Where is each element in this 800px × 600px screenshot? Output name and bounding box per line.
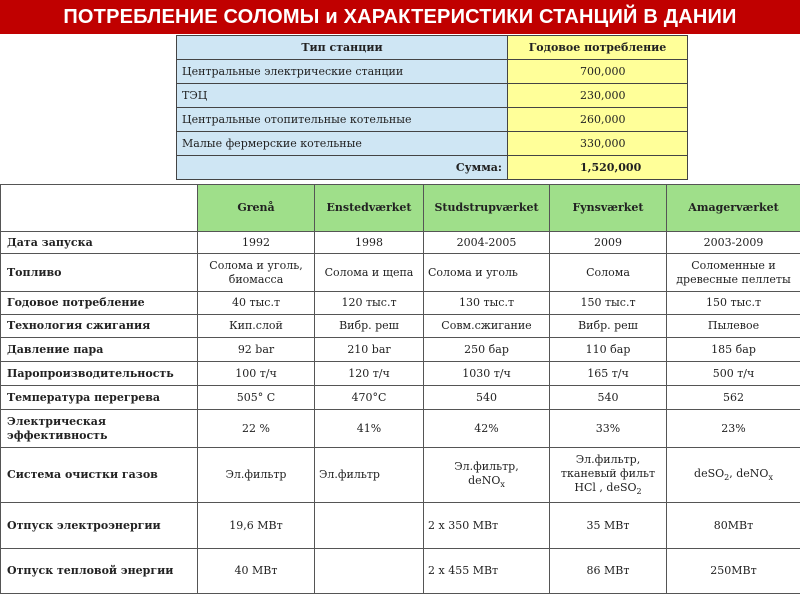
stations-header-row [1, 185, 800, 232]
cell: Солома и щепа [315, 254, 424, 292]
cell: 92 bar [198, 338, 315, 362]
annual-value-cell: 330,000 [508, 132, 688, 156]
corner-cell [1, 185, 198, 232]
cell: 1992 [198, 232, 315, 254]
row-label: Температура перегрева [1, 386, 198, 410]
cell: 2 x 350 МВт [424, 503, 550, 549]
cell: 1998 [315, 232, 424, 254]
table-row [1, 503, 800, 549]
cell: Солома [550, 254, 667, 292]
cell [424, 448, 550, 503]
cell: Вибр. реш [315, 315, 424, 338]
row-label: Дата запуска [1, 232, 198, 254]
table-row [1, 362, 800, 386]
table-row [1, 386, 800, 410]
cell: 86 МВт [550, 549, 667, 594]
cell-line: тканевый фильт [560, 466, 656, 480]
cell: 23% [667, 410, 800, 448]
cell: 2 x 455 МВт [424, 549, 550, 594]
cell: 2009 [550, 232, 667, 254]
station-name: Studstrupværket [424, 185, 550, 232]
consumption-table [176, 35, 688, 180]
cell: Эл.фильтр [315, 448, 424, 503]
cell [315, 503, 424, 549]
cell: 150 тыс.т [550, 292, 667, 315]
annual-value-cell: 260,000 [508, 108, 688, 132]
cell: 22 % [198, 410, 315, 448]
cell-line: Эл.фильтр, [575, 453, 641, 467]
cell: 185 бар [667, 338, 800, 362]
cell: 540 [424, 386, 550, 410]
cell: Солома и уголь, биомасса [198, 254, 315, 292]
cell: 210 bar [315, 338, 424, 362]
table-row [1, 410, 800, 448]
cell: 42% [424, 410, 550, 448]
cell: Вибр. реш [550, 315, 667, 338]
table-row [177, 60, 688, 84]
table-row [1, 315, 800, 338]
station-name: Amagerværket [667, 185, 800, 232]
cell: 110 бар [550, 338, 667, 362]
cell-line: , deNO [729, 466, 769, 480]
annual-value-cell: 230,000 [508, 84, 688, 108]
cell: Пылевое [667, 315, 800, 338]
table-row [177, 108, 688, 132]
cell: 1030 т/ч [424, 362, 550, 386]
cell: 41% [315, 410, 424, 448]
table-row [1, 549, 800, 594]
cell: Солома и уголь [424, 254, 550, 292]
table-row [177, 132, 688, 156]
cell: 130 тыс.т [424, 292, 550, 315]
cell [550, 448, 667, 503]
cell: 505° С [198, 386, 315, 410]
subscript: x [500, 479, 505, 489]
cell: 19,6 МВт [198, 503, 315, 549]
table-row [1, 292, 800, 315]
subscript: 2 [636, 486, 642, 496]
row-label: Топливо [1, 254, 198, 292]
row-label: Годовое потребление [1, 292, 198, 315]
cell: 40 тыс.т [198, 292, 315, 315]
cell: 100 т/ч [198, 362, 315, 386]
sum-label: Сумма: [177, 156, 508, 180]
subscript: x [768, 473, 773, 483]
cell: 250 бар [424, 338, 550, 362]
cell: Совм.сжигание [424, 315, 550, 338]
table-row [1, 448, 800, 503]
row-label: Отпуск электроэнергии [1, 503, 198, 549]
row-label: Система очистки газов [1, 448, 198, 503]
table-row [177, 84, 688, 108]
cell: 2004-2005 [424, 232, 550, 254]
sum-value: 1,520,000 [508, 156, 688, 180]
cell: 33% [550, 410, 667, 448]
page-title: ПОТРЕБЛЕНИЕ СОЛОМЫ и ХАРАКТЕРИСТИКИ СТАНЦИЙ В ДАНИИ [0, 0, 800, 34]
cell: 40 МВт [198, 549, 315, 594]
table-header-row [177, 36, 688, 60]
annual-value-cell: 700,000 [508, 60, 688, 84]
cell: 470°С [315, 386, 424, 410]
subscript: 2 [724, 473, 730, 483]
cell: 120 т/ч [315, 362, 424, 386]
row-label: Отпуск тепловой энергии [1, 549, 198, 594]
cell: Кип.слой [198, 315, 315, 338]
cell: 35 МВт [550, 503, 667, 549]
cell: 562 [667, 386, 800, 410]
station-name: Enstedværket [315, 185, 424, 232]
row-label: Давление пара [1, 338, 198, 362]
station-type-cell: Центральные отопительные котельные [177, 108, 508, 132]
table-row [1, 232, 800, 254]
stations-table [0, 184, 800, 594]
station-type-cell: Центральные электрические станции [177, 60, 508, 84]
station-type-cell: Малые фермерские котельные [177, 132, 508, 156]
cell: 250МВт [667, 549, 800, 594]
row-label: Электрическая эффективность [1, 410, 198, 448]
header-station-type: Тип станции [177, 36, 508, 60]
cell [315, 549, 424, 594]
station-name: Grenå [198, 185, 315, 232]
cell: 540 [550, 386, 667, 410]
table-row [1, 338, 800, 362]
cell-line: deNO [468, 473, 501, 487]
cell: Соломенные и древесные пеллеты [667, 254, 800, 292]
cell: 500 т/ч [667, 362, 800, 386]
cell: 165 т/ч [550, 362, 667, 386]
cell: 120 тыс.т [315, 292, 424, 315]
row-label: Технология сжигания [1, 315, 198, 338]
cell [667, 448, 800, 503]
cell-line: Эл.фильтр, [454, 460, 519, 474]
sum-row [177, 156, 688, 180]
cell: 2003-2009 [667, 232, 800, 254]
cell-line: deSO [694, 466, 725, 480]
station-type-cell: ТЭЦ [177, 84, 508, 108]
cell: Эл.фильтр [198, 448, 315, 503]
table-row [1, 254, 800, 292]
cell-line: HCl , deSO [574, 480, 637, 494]
cell: 80МВт [667, 503, 800, 549]
header-annual-consumption: Годовое потребление [508, 36, 688, 60]
row-label: Паропроизводительность [1, 362, 198, 386]
station-name: Fynsværket [550, 185, 667, 232]
cell: 150 тыс.т [667, 292, 800, 315]
